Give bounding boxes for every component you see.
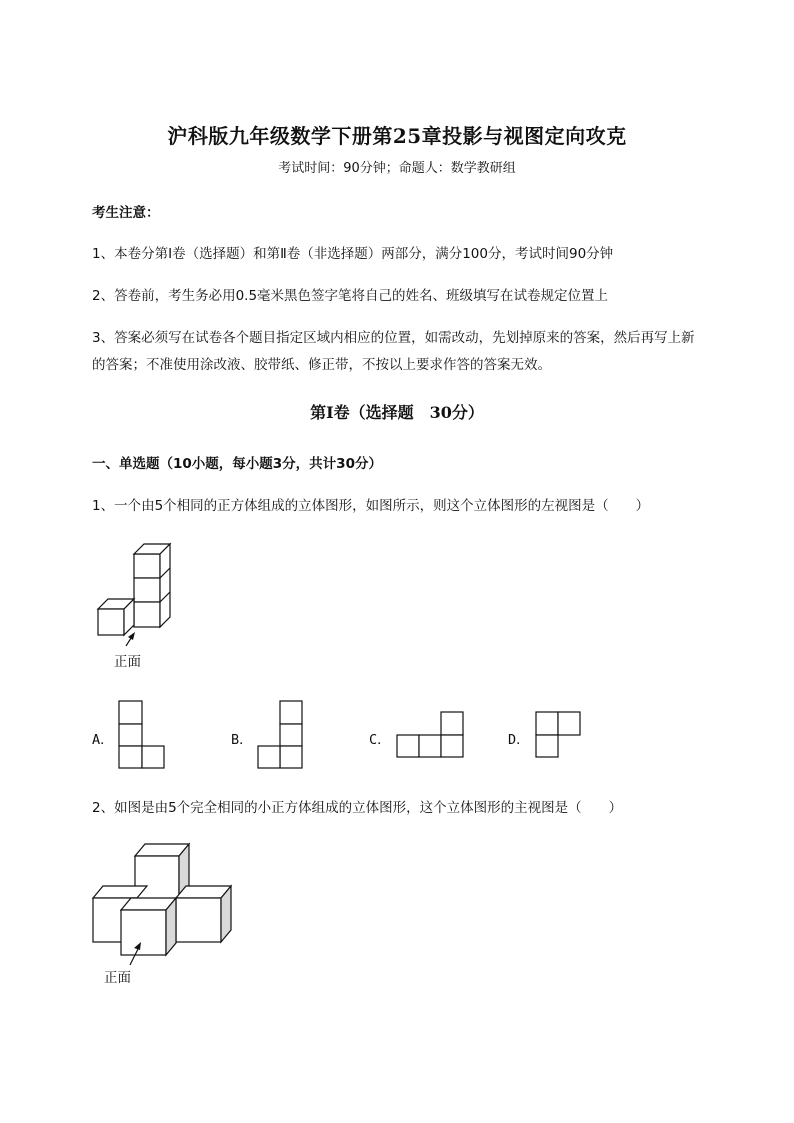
option-a-label[interactable]: A．	[92, 732, 114, 748]
section-subheading: 一、单选题（10小题，每小题3分，共计30分）	[92, 456, 382, 472]
notice-item-2: 2、答卷前，考生务必用0.5毫米黑色签字笔将自己的姓名、班级填写在试卷规定位置上	[92, 288, 609, 304]
option-d-label[interactable]: D．	[508, 732, 530, 748]
notice-item-1: 1、本卷分第I卷（选择题）和第Ⅱ卷（非选择题）两部分，满分100分，考试时间90分钟	[92, 246, 614, 262]
question-2-text: 2、如图是由5个完全相同的小正方体组成的立体图形，这个立体图形的主视图是（ ）	[92, 800, 623, 816]
notice-heading: 考生注意：	[92, 205, 160, 221]
page-title: 沪科版九年级数学下册第25章投影与视图定向攻克	[167, 124, 627, 148]
notice-item-3-cont: 的答案；不准使用涂改液、胶带纸、修正带，不按以上要求作答的答案无效。	[92, 357, 551, 373]
question-1-front-label: 正面	[114, 654, 141, 670]
section-title: 第I卷（选择题 30分）	[310, 403, 484, 422]
question-1-text: 1、一个由5个相同的正方体组成的立体图形，如图所示，则这个立体图形的左视图是（ ）	[92, 498, 650, 514]
option-c-label[interactable]: C．	[369, 732, 391, 748]
option-b-label[interactable]: B．	[231, 732, 253, 748]
notice-item-3: 3、答案必须写在试卷各个题目指定区域内相应的位置，如需改动，先划掉原来的答案，然后再写上新	[92, 330, 695, 346]
exam-info: 考试时间：90分钟；命题人：数学教研组	[278, 161, 516, 176]
question-2-front-label: 正面	[104, 970, 131, 986]
